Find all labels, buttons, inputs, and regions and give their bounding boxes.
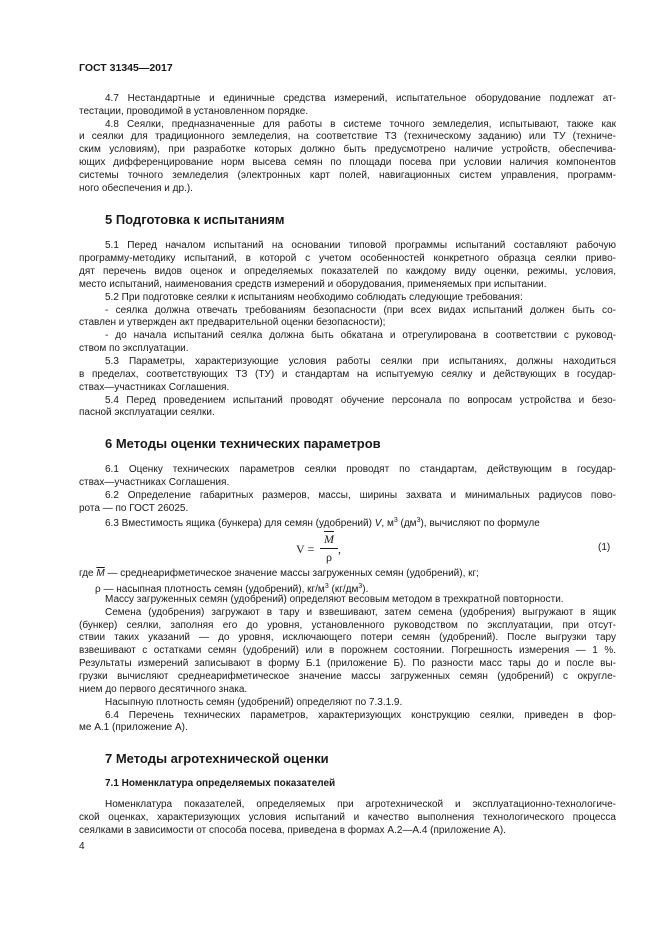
paragraph-line: 5.1 Перед началом испытаний на основании типовой программы испытаний составляют рабочую <box>105 240 616 251</box>
paragraph-line: ствах—участниках Соглашения. <box>79 382 230 393</box>
paragraph-line: пасной эксплуатации сеялки. <box>79 407 215 418</box>
formula-comma: , <box>338 542 341 556</box>
paragraph-line: 5.4 Перед проведением испытаний проводят обучение персонала по вопросам устройства и безо- <box>105 395 616 406</box>
paragraph-line: системы точного земледелия (электронных карт полей, навигационных систем управления, программ- <box>79 170 616 181</box>
section-5-heading: 5 Подготовка к испытаниям <box>105 212 285 227</box>
paragraph-line: Результаты измерений записывают в форму Б.1 (приложение Б). По разности масс тары до и после вы- <box>79 658 616 669</box>
paragraph-line: 5.3 Параметры, характеризующие условия работы сеялки при испытаниях, должны находиться <box>105 356 616 367</box>
paragraph-line: где $\overline{M}$ — среднеарифметическое значение массы загруженных семян (удобрений), кг; <box>79 568 479 579</box>
paragraph-line: ством по эксплуатации. <box>79 343 189 354</box>
document-header: ГОСТ 31345—2017 <box>79 62 173 74</box>
paragraph-line: 6.4 Перечень технических параметров, характеризующих конструкцию сеялки, приведен в фор- <box>105 710 616 721</box>
paragraph-line: Насыпную плотность семян (удобрений) определяют по 7.3.1.9. <box>105 697 403 708</box>
paragraph-line: - сеялка должна отвечать требованиям безопасности (при всех видах испытаний должен быть со- <box>105 305 616 316</box>
paragraph-line: ме А.1 (приложение А). <box>79 722 188 733</box>
paragraph-line: грузки вычисляют среднеарифметическое значение массы загруженных семян (удобрений) с округле- <box>79 671 616 682</box>
paragraph-line: 6.3 Вместимость ящика (бункера) для семян (удобрений) V, $м^3$ $(дм^3)$, вычисляют по формуле <box>105 517 540 529</box>
paragraph-line: тестации, проводимой в установленном порядке. <box>79 106 309 117</box>
paragraph-line: 4.8 Сеялки, предназначенные для работы в системе точного земледелия, испытывают, также как <box>105 119 616 130</box>
formula-lhs: V = <box>296 542 315 556</box>
paragraph-line: программу-методику испытаний, в которой с учетом особенностей конкретного образца сеялки приво- <box>79 253 616 264</box>
formula-fraction <box>320 532 338 565</box>
paragraph-line: дят перечень видов оценок и определяемых показателей по каждому виду оценки, режимы, условия, <box>79 266 616 277</box>
paragraph-line: ским условиям), при разработке которых должно быть предусмотрено наличие устройств, обеспечива- <box>79 144 616 155</box>
paragraph-line: Семена (удобрения) загружают в тару и взвешивают, затем семена (удобрения) выгружают в ящик <box>105 607 616 618</box>
section-6-heading: 6 Методы оценки технических параметров <box>105 436 381 451</box>
paragraph-line: 5.2 При подготовке сеялки к испытаниям необходимо соблюдать следующие требования: <box>105 292 523 303</box>
paragraph-line: место испытаний, наименования средств измерений и оборудования, применяемых при испытании. <box>79 279 547 290</box>
page-number: 4 <box>79 841 85 852</box>
paragraph-line: ставлен и утвержден акт предварительной оценки безопасности); <box>79 317 386 328</box>
paragraph-line: Массу загруженных семян (удобрений) определяют весовым методом в трехкратной повторности. <box>105 594 564 605</box>
paragraph-line: взвешивают с остатками семян (удобрений) или в порожнем состоянии. Погрешность измерения — 1 %. <box>79 645 616 656</box>
paragraph-line: рота — по ГОСТ 26025. <box>79 503 189 514</box>
fraction-bar <box>320 548 338 549</box>
paragraph-line: (бункер) сеялки, заполняя его до уровня, установленного руководством по эксплуатации, при отсут- <box>79 620 616 631</box>
paragraph-line: и сеялки для традиционного земледелия, на соответствие ТЗ (техническому заданию) или ТУ (техниче- <box>79 131 616 142</box>
formula-denominator: ρ <box>326 550 332 564</box>
section-7-heading: 7 Методы агротехнической оценки <box>105 751 329 766</box>
paragraph-line: нием до первого десятичного знака. <box>79 684 248 695</box>
paragraph-line: 6.2 Определение габаритных размеров, массы, ширины захвата и минимальных радиусов пово- <box>105 490 616 501</box>
paragraph-line: ного обеспечения и др.). <box>79 183 193 194</box>
paragraph-line: ской оценках, характеризующих условия испытаний и качество выполнения технологического процесса <box>79 812 616 823</box>
subsection-7-1-heading: 7.1 Номенклатура определяемых показателей <box>105 778 336 789</box>
paragraph-line: ρ — насыпная плотность семян (удобрений), $кг/м^3$ $(кг/дм^3)$. <box>95 583 369 595</box>
paragraph-line: ющих дифференцирование норм высева семян по площади посева при условии наличия компонентов <box>79 157 616 168</box>
paragraph-line: 4.7 Нестандартные и единичные средства измерений, испытательное оборудование подлежат ат- <box>105 93 616 104</box>
paragraph-line: Номенклатура показателей, определяемых при агротехнической и эксплуатационно-технологиче- <box>105 799 616 810</box>
formula-numerator: $\overline{M}$ <box>324 532 334 546</box>
paragraph-line: - до начала испытаний сеялка должна быть обкатана и отрегулирована в соответствии с руковод- <box>105 330 616 341</box>
paragraph-line: 6.1 Оценку технических параметров сеялки проводят по стандартам, действующим в государ- <box>105 464 616 475</box>
paragraph-line: ствии таких указаний — до уровня, исключающего потери семян (удобрений). После выгрузки тару <box>79 632 616 643</box>
paragraph-line: сеялками в зависимости от способа посева, приведена в формах А.2—А.4 (приложение А). <box>79 825 506 836</box>
paragraph-line: в пределах, соответствующих ТЗ (ТУ) и стандартам на испытуемую сеялку и действующих в государ- <box>79 369 616 380</box>
paragraph-line: ствах—участниках Соглашения. <box>79 477 230 488</box>
formula-number: (1) <box>598 542 611 553</box>
formula-1 <box>296 532 386 568</box>
